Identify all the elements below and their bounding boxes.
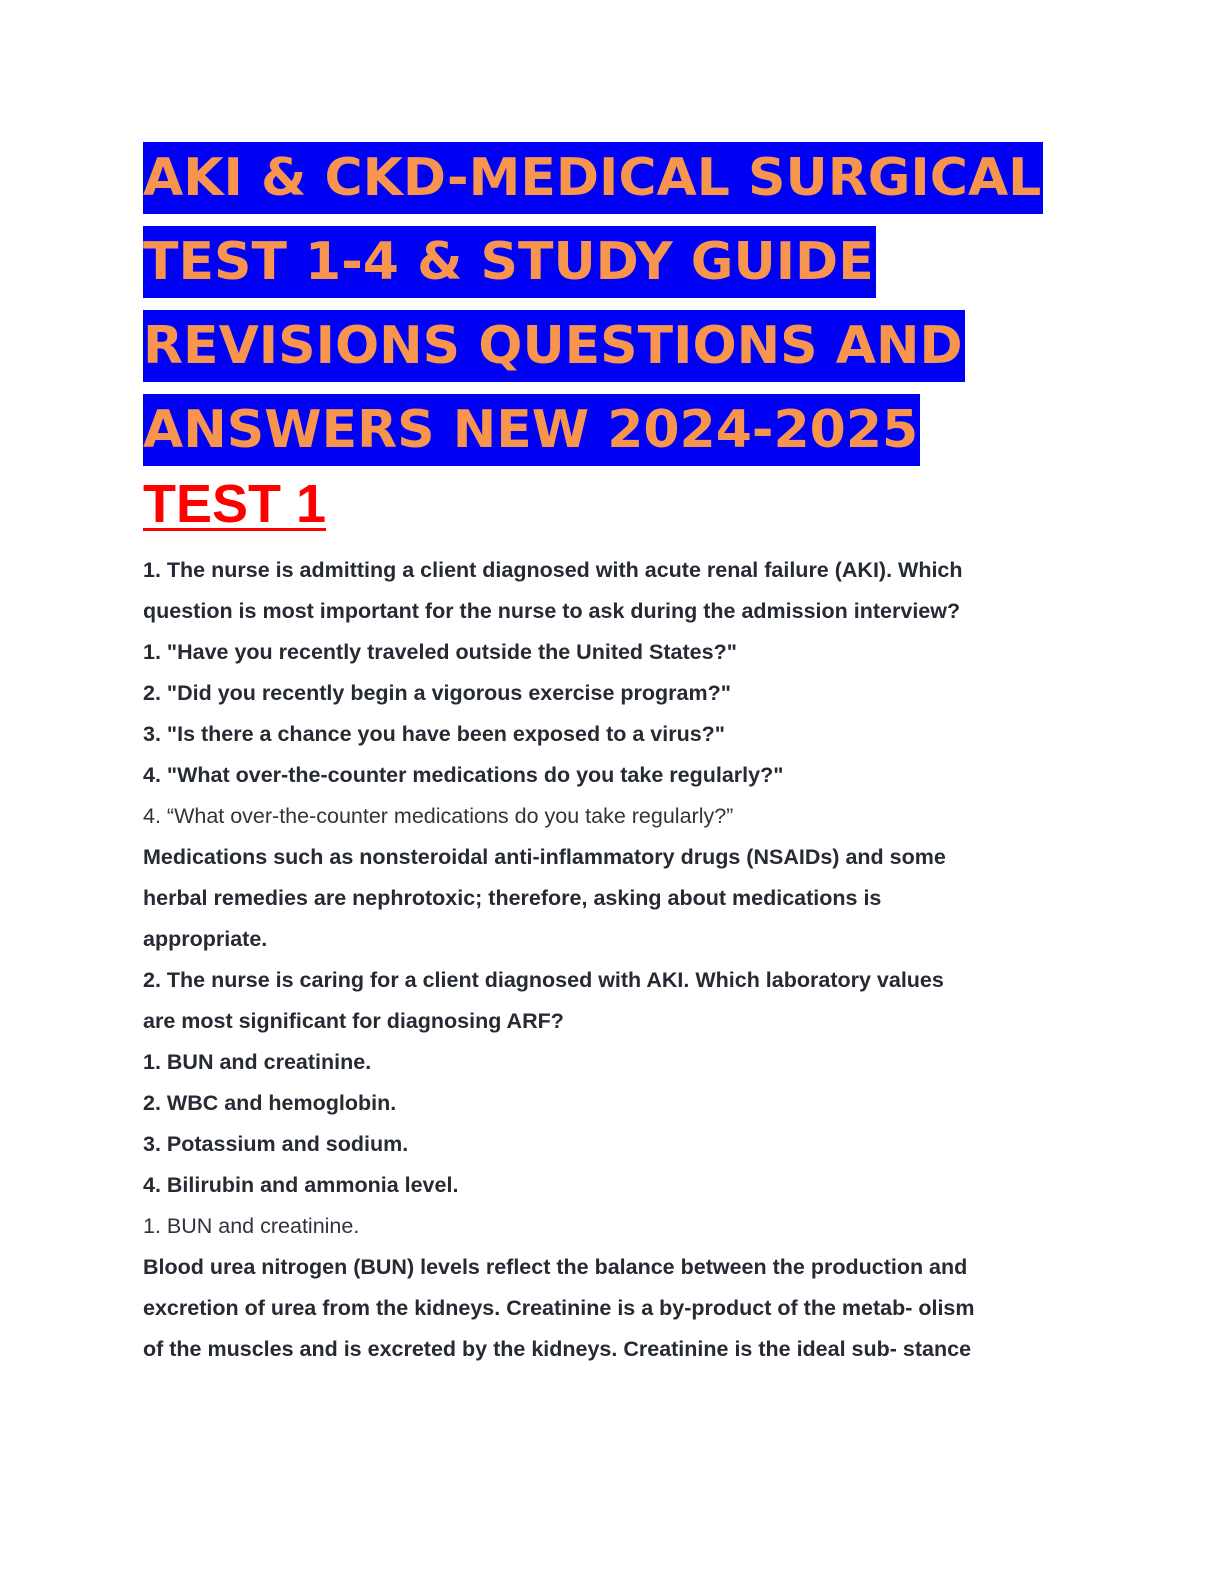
document-page bbox=[143, 142, 1083, 1370]
answer-option: 2. "Did you recently begin a vigorous exercise program?" bbox=[143, 681, 731, 705]
answer-option: 3. "Is there a chance you have been exposed to a virus?" bbox=[143, 722, 725, 746]
answer-option: 1. "Have you recently traveled outside the United States?" bbox=[143, 640, 737, 664]
correct-answer: 4. “What over-the-counter medications do you take regularly?” bbox=[143, 804, 734, 828]
answer-option: 2. WBC and hemoglobin. bbox=[143, 1091, 397, 1115]
question-2 bbox=[143, 960, 1083, 1370]
rationale: herbal remedies are nephrotoxic; therefore, asking about medications is bbox=[143, 886, 882, 910]
rationale: Blood urea nitrogen (BUN) levels reflect the balance between the production and bbox=[143, 1255, 968, 1279]
title-line-2 bbox=[143, 226, 1083, 310]
title-text: TEST 1-4 & STUDY GUIDE bbox=[143, 226, 876, 298]
answer-option: 3. Potassium and sodium. bbox=[143, 1132, 409, 1156]
question-stem: 2. The nurse is caring for a client diagnosed with AKI. Which laboratory values bbox=[143, 968, 944, 992]
question-1 bbox=[143, 550, 1083, 960]
rationale: appropriate. bbox=[143, 927, 268, 951]
answer-option: 4. "What over-the-counter medications do you take regularly?" bbox=[143, 763, 784, 787]
section-heading: TEST 1 bbox=[143, 474, 327, 534]
title-text: AKI & CKD-MEDICAL SURGICAL bbox=[143, 142, 1043, 214]
rationale: Medications such as nonsteroidal anti-inflammatory drugs (NSAIDs) and some bbox=[143, 845, 946, 869]
question-stem: are most significant for diagnosing ARF? bbox=[143, 1009, 564, 1033]
question-stem: 1. The nurse is admitting a client diagnosed with acute renal failure (AKI). Which bbox=[143, 558, 963, 582]
correct-answer: 1. BUN and creatinine. bbox=[143, 1214, 360, 1238]
question-list bbox=[143, 550, 1083, 1370]
rationale: excretion of urea from the kidneys. Creatinine is a by-product of the metab- olism bbox=[143, 1296, 975, 1320]
title-line-1 bbox=[143, 142, 1083, 226]
title-line-4 bbox=[143, 394, 1083, 466]
title-line-3 bbox=[143, 310, 1083, 394]
title-text: REVISIONS QUESTIONS AND bbox=[143, 310, 965, 382]
rationale: of the muscles and is excreted by the kidneys. Creatinine is the ideal sub- stance bbox=[143, 1337, 972, 1361]
answer-option: 4. Bilirubin and ammonia level. bbox=[143, 1173, 459, 1197]
question-stem: question is most important for the nurse to ask during the admission interview? bbox=[143, 599, 961, 623]
answer-option: 1. BUN and creatinine. bbox=[143, 1050, 372, 1074]
title-text: ANSWERS NEW 2024-2025 bbox=[143, 394, 920, 466]
